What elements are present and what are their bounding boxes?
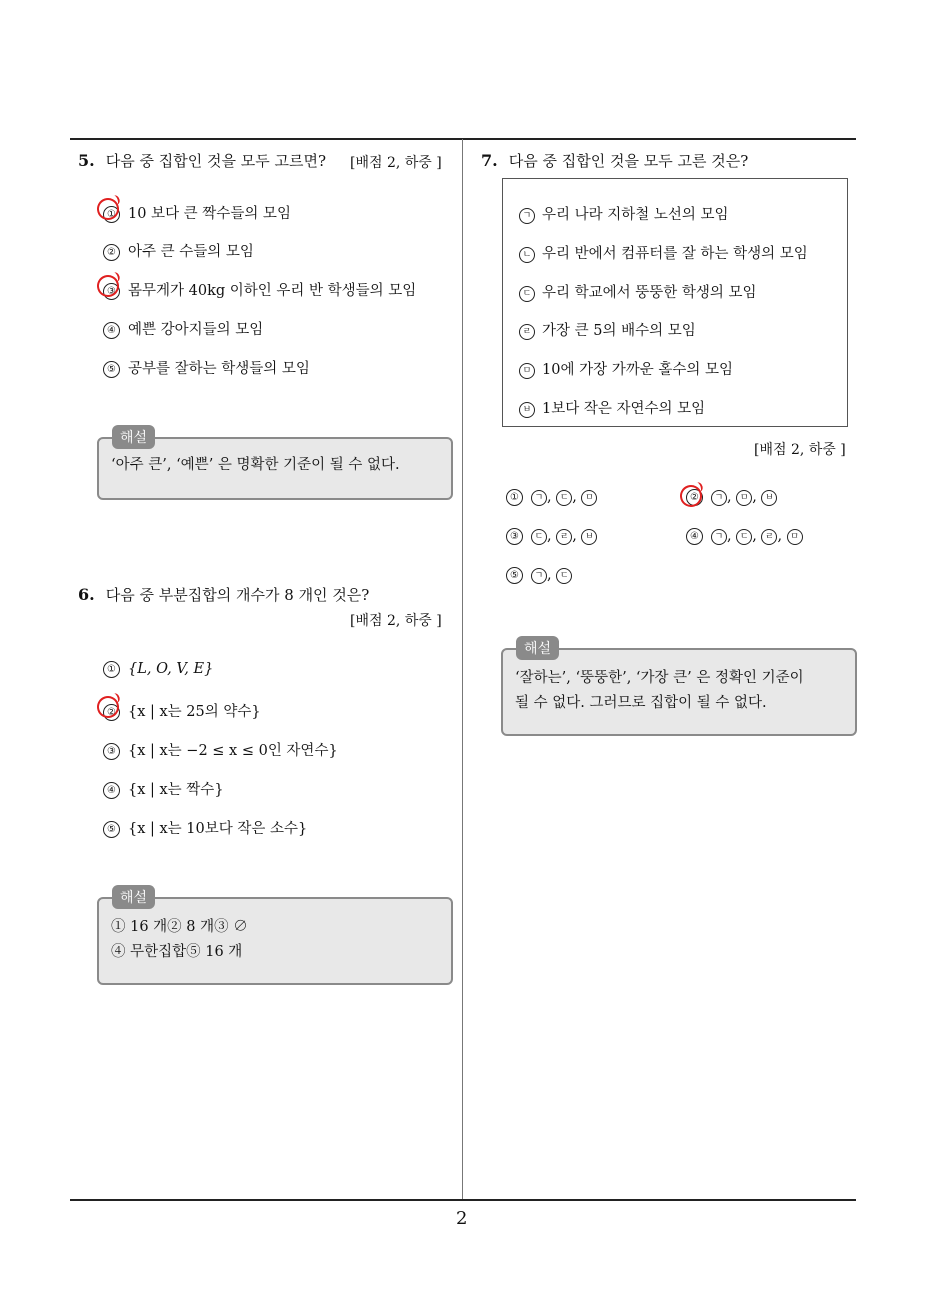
item-label: ㄱ [531,568,547,584]
item-label: ㄷ [519,286,535,302]
choice-5[interactable]: ⑤ ㄱ , ㄷ [506,567,572,584]
score-label: [배점 2, 하중 ] [350,613,442,629]
item-label: ㄴ [519,247,535,263]
option-text: {x | x는 25의 약수} [128,704,261,720]
explanation-box [501,648,857,736]
option-number: ④ [103,782,120,799]
item-label: ㅂ [761,490,777,506]
option-4[interactable] [103,778,224,799]
explanation-box [97,897,453,985]
option-number: ③ [103,283,120,300]
option-text: 아주 큰 수들의 모임 [128,244,254,260]
item-label: ㄹ [519,324,535,340]
item-label: ㄱ [531,490,547,506]
option-number: ② [686,489,703,506]
option-number: ① [103,206,120,223]
item-label: ㄹ [556,529,572,545]
option-number: ⑤ [506,567,523,584]
option-text: {x | x는 짝수} [128,782,224,798]
question-number: 5. [78,151,95,170]
item-text: 1보다 작은 자연수의 모임 [542,401,706,417]
explanation-tag: 해설 [112,425,155,449]
question-number: 6. [78,585,95,604]
item-label: ㄷ [531,529,547,545]
option-5[interactable] [103,817,307,838]
choice-3[interactable]: ③ ㄷ , ㄹ , ㅂ [506,528,597,545]
option-text: 10 보다 큰 짝수들의 모임 [128,206,291,222]
option-2[interactable] [103,700,261,721]
item-label: ㅂ [519,402,535,418]
option-3[interactable] [103,279,416,300]
statement-item [519,242,808,263]
question-text: 다음 중 집합인 것을 모두 고른 것은? [508,152,749,170]
option-number: ⑤ [103,361,120,378]
option-number: ⑤ [103,821,120,838]
score-label: [배점 2, 하중 ] [754,442,846,458]
score-label: [배점 2, 하중 ] [350,155,442,171]
explanation-line: ① 16 개② 8 개③ ∅ [111,919,248,935]
choice-1[interactable]: ① ㄱ , ㄷ , ㅁ [506,489,597,506]
item-label: ㅁ [736,490,752,506]
option-text: {L, O, V, E} [128,661,214,677]
statement-item [519,281,757,302]
option-text: {x | x는 −2 ≤ x ≤ 0인 자연수} [128,743,338,759]
option-number: ③ [506,528,523,545]
top-rule [70,138,856,140]
statement-item [519,397,705,418]
item-label: ㄱ [519,208,535,224]
item-label: ㄷ [736,529,752,545]
choice-2[interactable]: ② ㄱ , ㅁ , ㅂ [686,489,777,506]
item-text: 우리 나라 지하철 노선의 모임 [542,207,729,223]
explanation-line: ‘잘하는’, ‘뚱뚱한’, ‘가장 큰’ 은 정확인 기준이 [515,670,804,686]
item-label: ㄷ [556,490,572,506]
explanation-line: 될 수 없다. 그러므로 집합이 될 수 없다. [515,695,767,711]
option-1[interactable] [103,661,213,678]
item-label: ㄱ [711,529,727,545]
question-5-header [78,150,326,171]
item-label: ㅂ [581,529,597,545]
option-text: {x | x는 10보다 작은 소수} [128,821,308,837]
option-text: 예쁜 강아지들의 모임 [128,322,264,338]
question-number: 7. [481,151,498,170]
bottom-rule [70,1199,856,1201]
option-number: ① [103,661,120,678]
option-number: ④ [103,322,120,339]
item-label: ㅁ [787,529,803,545]
explanation-tag: 해설 [112,885,155,909]
explanation-tag: 해설 [516,636,559,660]
choice-4[interactable]: ④ ㄱ , ㄷ , ㄹ , ㅁ [686,528,803,545]
option-text: 몸무게가 40kg 이하인 우리 반 학생들의 모임 [128,283,417,299]
statement-item [519,319,696,340]
option-number: ④ [686,528,703,545]
option-3[interactable] [103,739,338,760]
page-number: 2 [456,1208,468,1229]
item-text: 10에 가장 가까운 홀수의 모임 [542,362,733,378]
option-2[interactable] [103,240,254,261]
item-text: 가장 큰 5의 배수의 모임 [542,323,696,339]
option-text: 공부를 잘하는 학생들의 모임 [128,361,310,377]
explanation-line: ④ 무한집합⑤ 16 개 [111,944,243,960]
column-divider [462,139,463,1200]
option-number: ② [103,704,120,721]
item-label: ㅁ [519,363,535,379]
item-label: ㄹ [761,529,777,545]
option-5[interactable] [103,357,310,378]
item-text: 우리 학교에서 뚱뚱한 학생의 모임 [542,285,757,301]
item-text: 우리 반에서 컴퓨터를 잘 하는 학생의 모임 [542,246,808,262]
item-label: ㅁ [581,490,597,506]
statement-item [519,203,729,224]
statement-item [519,358,733,379]
question-text: 다음 중 부분집합의 개수가 8 개인 것은? [105,586,370,604]
question-7-header [481,150,748,171]
item-label: ㄱ [711,490,727,506]
option-number: ③ [103,743,120,760]
option-1[interactable] [103,202,291,223]
option-number: ① [506,489,523,506]
option-number: ② [103,244,120,261]
option-4[interactable] [103,318,263,339]
question-6-header [78,584,369,605]
question-text: 다음 중 집합인 것을 모두 고르면? [105,152,327,170]
item-label: ㄷ [556,568,572,584]
explanation-text: ‘아주 큰’, ‘예쁜’ 은 명확한 기준이 될 수 없다. [111,457,400,473]
